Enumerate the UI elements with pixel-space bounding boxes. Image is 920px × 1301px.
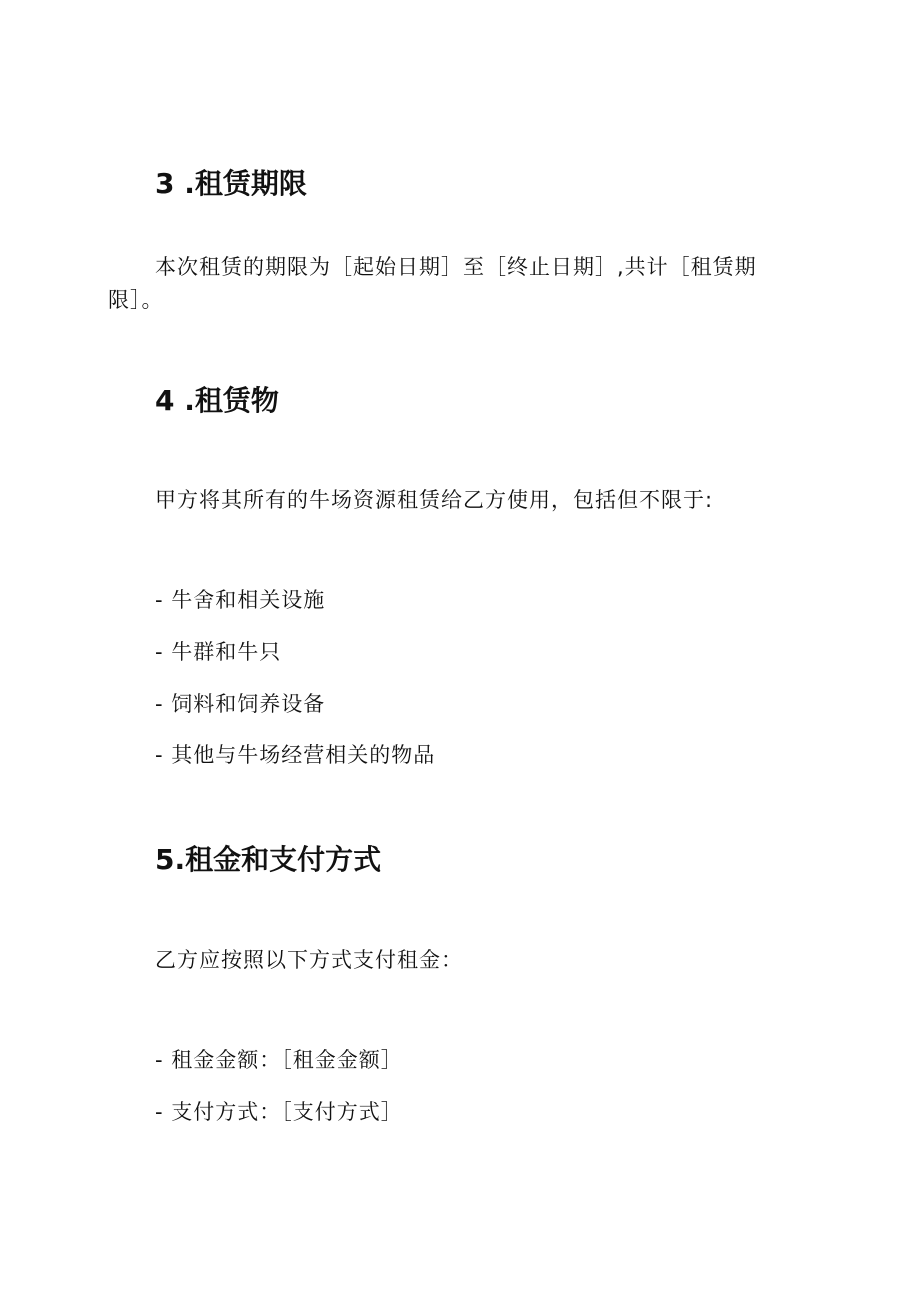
section-4-intro: 甲方将其所有的牛场资源租赁给乙方使用，包括但不限于: (155, 488, 714, 512)
list-item: - 支付方式：［支付方式］ (155, 1100, 403, 1124)
list-item: - 牛群和牛只 (155, 640, 282, 664)
list-item: - 牛舍和相关设施 (155, 588, 326, 612)
section-5-intro: 乙方应按照以下方式支付租金： (155, 948, 463, 972)
list-item: - 饲料和饲养设备 (155, 692, 326, 716)
list-item: - 其他与牛场经营相关的物品 (155, 743, 436, 767)
section-3-paragraph: 本次租赁的期限为［起始日期］至［终止日期］,共计［租赁期限］。 (108, 255, 757, 312)
section-5-heading: 5.租金和支付方式 (155, 843, 382, 876)
list-item: - 租金金额：［租金金额］ (155, 1048, 403, 1072)
section-3-heading: 3 .租赁期限 (155, 167, 307, 200)
section-4-heading: 4 .租赁物 (155, 384, 279, 417)
